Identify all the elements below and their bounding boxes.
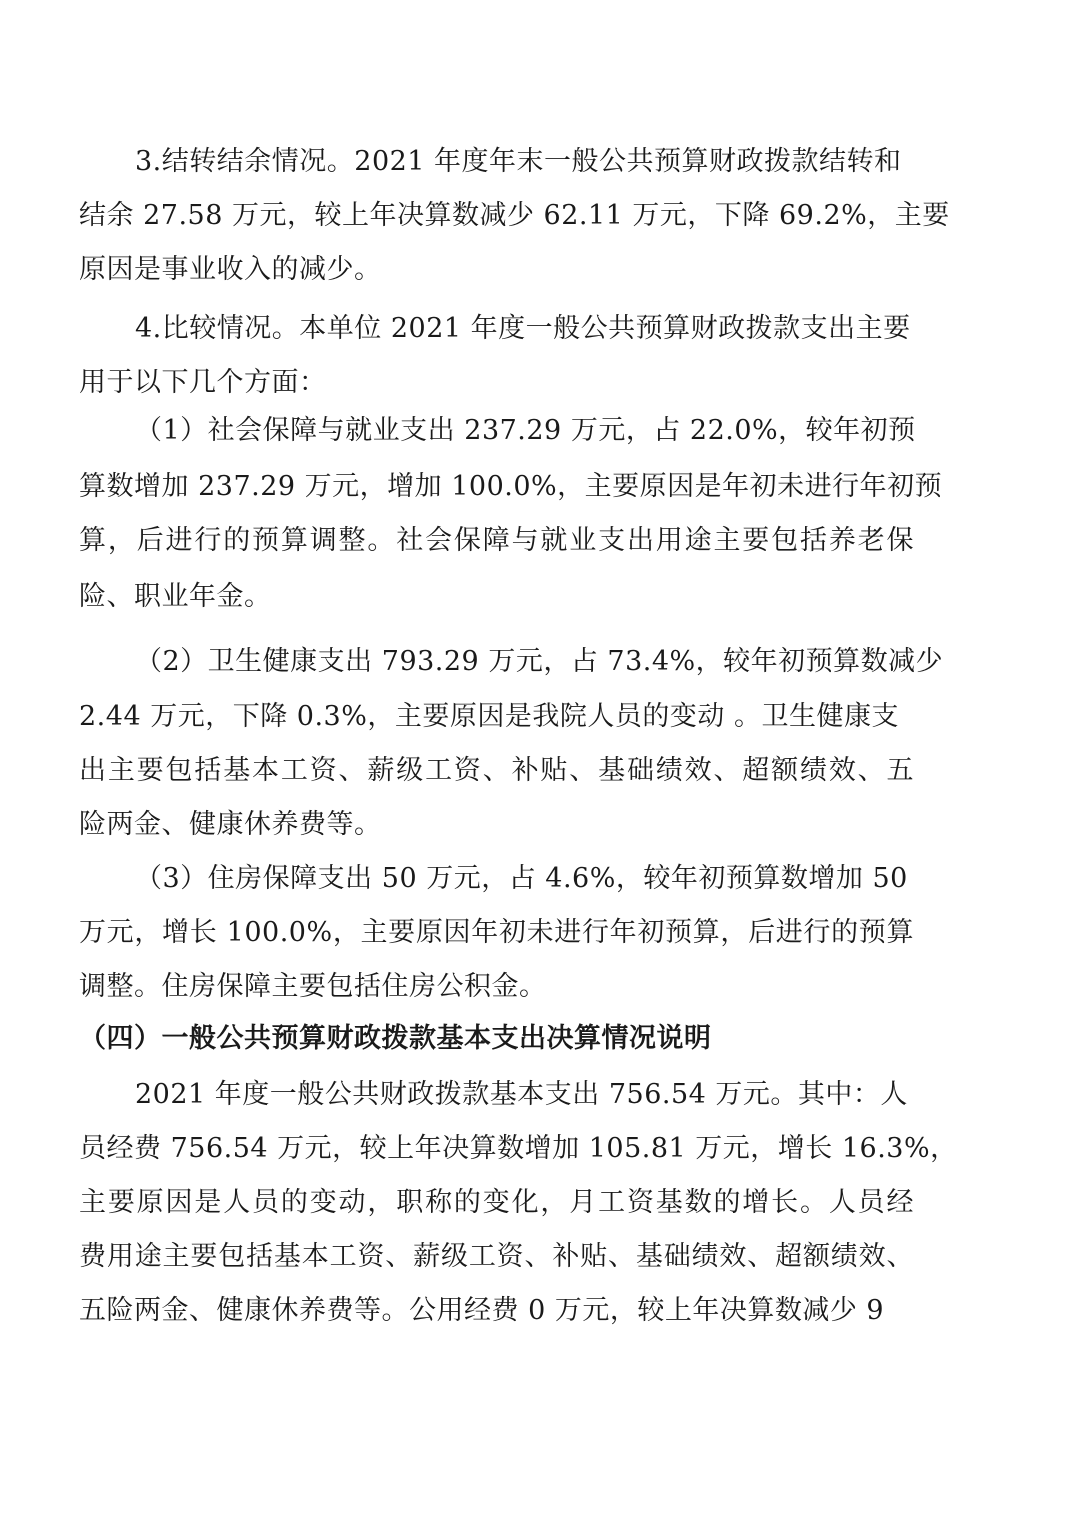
paragraph-line: 主要原因是人员的变动，职称的变化，月工资基数的增长。人员经 <box>79 1187 914 1218</box>
paragraph-line: 险、职业年金。 <box>79 581 272 612</box>
paragraph-line: 用于以下几个方面： <box>79 367 327 398</box>
paragraph-line: 3.结转结余情况。2021 年度年末一般公共预算财政拨款结转和 <box>135 146 902 177</box>
paragraph-line: （3）住房保障支出 50 万元，占 4.6%，较年初预算数增加 50 <box>135 863 908 894</box>
paragraph-line: （2）卫生健康支出 793.29 万元，占 73.4%，较年初预算数减少 <box>135 646 944 677</box>
paragraph-line: 算数增加 237.29 万元，增加 100.0%，主要原因是年初未进行年初预 <box>79 471 943 502</box>
paragraph-line: 险两金、健康休养费等。 <box>79 809 382 840</box>
paragraph-line: 调整。住房保障主要包括住房公积金。 <box>79 971 547 1002</box>
paragraph-line: 五险两金、健康休养费等。公用经费 0 万元，较上年决算数减少 9 <box>79 1295 885 1326</box>
paragraph-line: （1）社会保障与就业支出 237.29 万元，占 22.0%，较年初预 <box>135 415 916 446</box>
paragraph-line: 原因是事业收入的减少。 <box>79 254 382 285</box>
paragraph-line: 算，后进行的预算调整。社会保障与就业支出用途主要包括养老保 <box>79 525 914 556</box>
paragraph-line: 4.比较情况。本单位 2021 年度一般公共预算财政拨款支出主要 <box>135 313 911 344</box>
section-heading: （四）一般公共预算财政拨款基本支出决算情况说明 <box>79 1023 712 1054</box>
paragraph-line: 费用途主要包括基本工资、薪级工资、补贴、基础绩效、超额绩效、 <box>79 1241 914 1272</box>
paragraph-line: 2.44 万元，下降 0.3%，主要原因是我院人员的变动 。卫生健康支 <box>79 701 899 732</box>
paragraph-line: 万元，增长 100.0%，主要原因年初未进行年初预算，后进行的预算 <box>79 917 914 948</box>
paragraph-line: 结余 27.58 万元，较上年决算数减少 62.11 万元，下降 69.2%，主要 <box>79 200 950 231</box>
paragraph-line: 出主要包括基本工资、薪级工资、补贴、基础绩效、超额绩效、五 <box>79 755 914 786</box>
paragraph-line: 员经费 756.54 万元，较上年决算数增加 105.81 万元，增长 16.3%， <box>79 1133 958 1164</box>
paragraph-line: 2021 年度一般公共财政拨款基本支出 756.54 万元。其中：人 <box>135 1079 908 1110</box>
